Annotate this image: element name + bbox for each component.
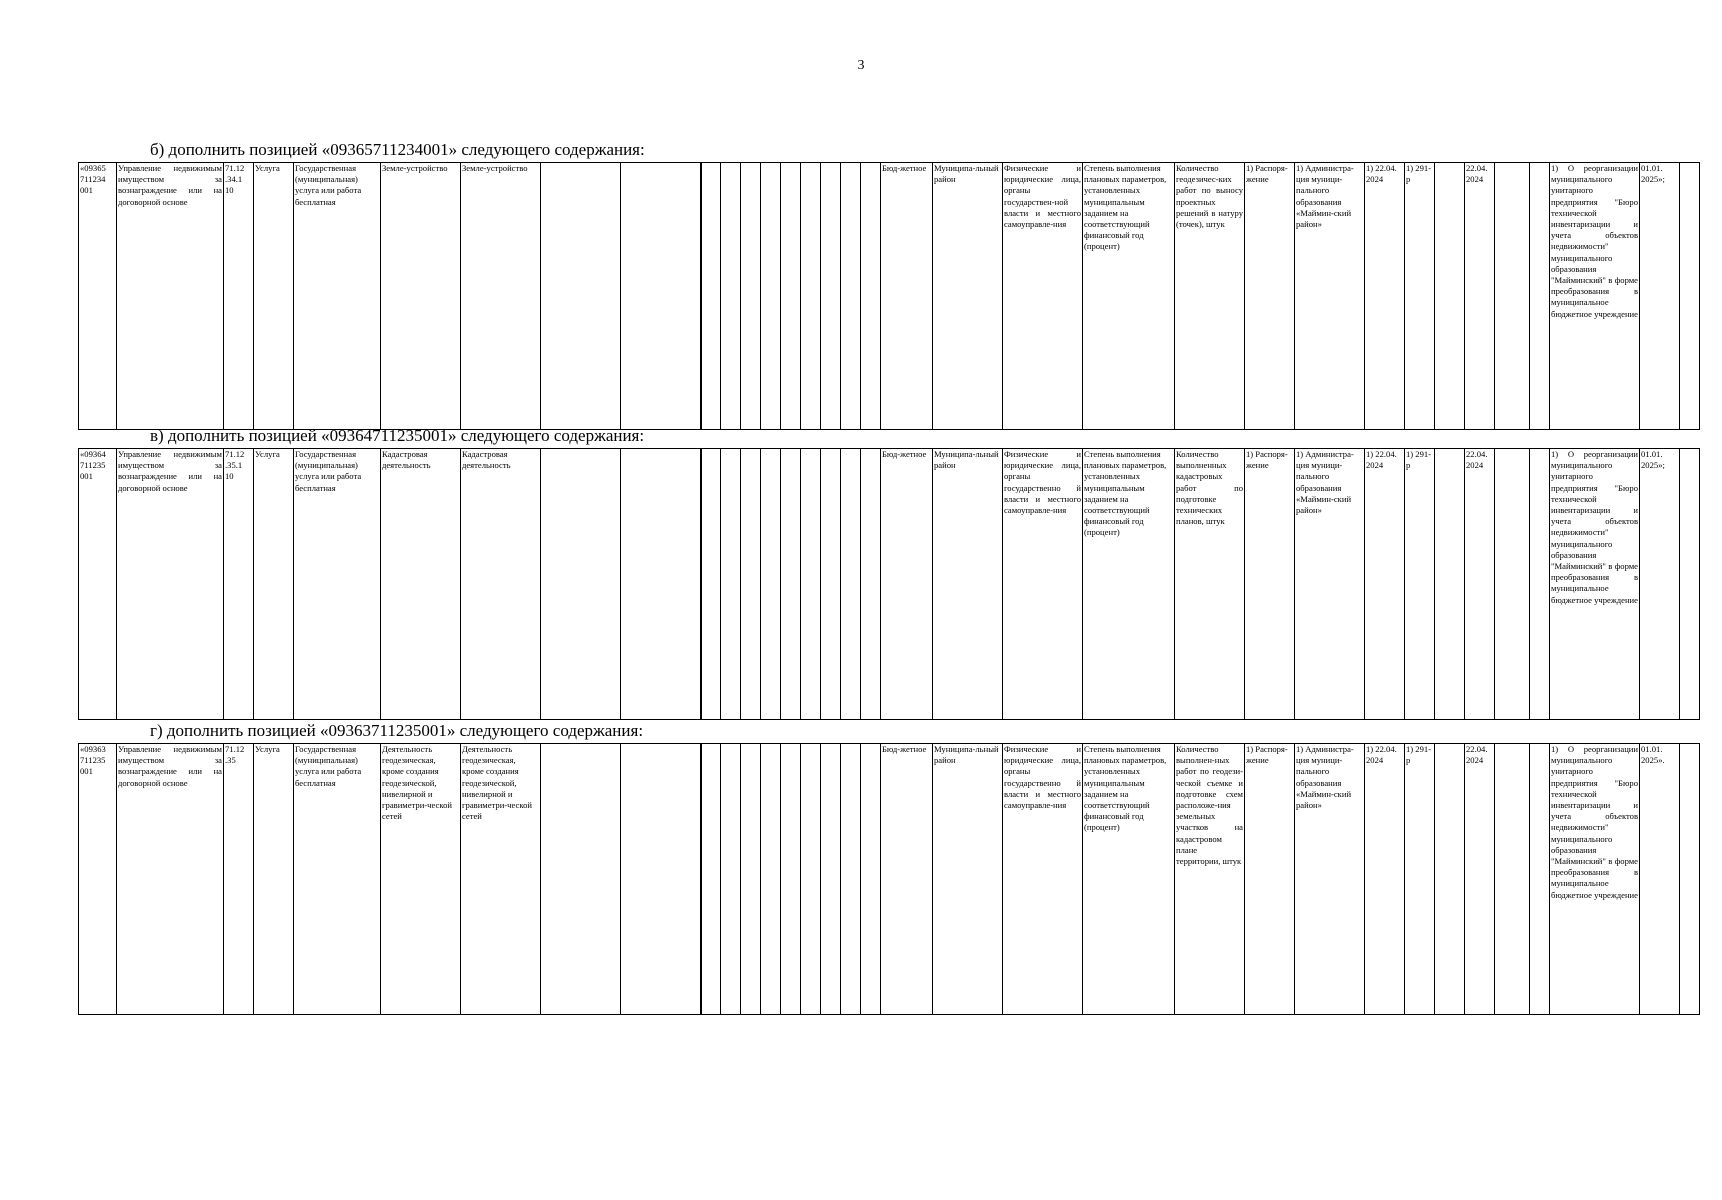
doc-title-cell: 1) О реорганизации муниципального унитарного предприятия "Бюро технической инвентаризации и учета объектов недвижимости" муниципального образования "Майминский" в форме преобразования в муниципальное бюджетное учреждение [1550,449,1640,720]
type-cell: Услуга [254,163,294,430]
content-cell-1: Деятельность геодезическая, кроме создания геодезической, нивелирной и гравиметри-ческой сетей [381,744,461,1015]
service-name-cell: Управление недвижимым имуществом за вознаграждение или на договорной основе [117,449,224,720]
authority-cell: 1) Администра-ция муници-пального образования «Маймин-ский район» [1295,163,1365,430]
registry-table-g [78,743,1700,1015]
empty-cell [801,449,821,720]
empty-cell [781,163,801,430]
empty-cell [781,449,801,720]
doc-type-cell: 1) Распоря-жение [1245,163,1295,430]
institution-type-cell: Бюд-жетное [881,744,933,1015]
consumers-cell: Физические и юридические лица, органы государствен-ной власти и местного самоуправле-ния [1003,163,1083,430]
content-cell-2: Деятельность геодезическая, кроме создания геодезической, нивелирной и гравиметри-ческой сетей [461,744,541,1015]
section-heading-v: в) дополнить позицией «09364711235001» следующего содержания: [150,426,645,445]
kind-cell: Государственная (муниципальная) услуга или работа бесплатная [294,744,381,1015]
okved-code-cell: 71.12 .35 [224,744,254,1015]
empty-cell [1435,449,1465,720]
registry-code-cell: «09365 711234 001 [79,163,117,430]
empty-cell [1495,163,1530,430]
empty-cell [741,449,761,720]
empty-cell [1435,744,1465,1015]
empty-cell [541,163,621,430]
authority-cell: 1) Администра-ция муници-пального образования «Маймин-ский район» [1295,744,1365,1015]
empty-cell [721,449,741,720]
okved-code-cell: 71.12 .34.1 10 [224,163,254,430]
service-name-cell: Управление недвижимым имуществом за вознаграждение или на договорной основе [117,744,224,1015]
doc-title-cell: 1) О реорганизации муниципального унитарного предприятия "Бюро технической инвентаризации и учета объектов недвижимости" муниципального образования "Майминский" в форме преобразования в муниципальное бюджетное учреждение [1550,163,1640,430]
doc-number-cell: 1) 291-р [1405,449,1435,720]
empty-cell [1495,744,1530,1015]
doc-type-cell: 1) Распоря-жение [1245,449,1295,720]
empty-cell [761,449,781,720]
type-cell: Услуга [254,744,294,1015]
empty-cell [721,744,741,1015]
doc-date-cell: 1) 22.04. 2024 [1365,163,1405,430]
registry-table-b [78,162,1700,430]
table-row [79,744,1700,1015]
doc-title-cell: 1) О реорганизации муниципального унитарного предприятия "Бюро технической инвентаризации и учета объектов недвижимости" муниципального образования "Майминский" в форме преобразования в муниципальное бюджетное учреждение [1550,744,1640,1015]
start-date-cell: 01.01. 2025». [1640,744,1680,1015]
level-cell: Муниципа-льный район [933,744,1003,1015]
volume-indicator-cell: Количество геодезичес-ких работ по выносу проектных решений в натуру (точек), штук [1175,163,1245,430]
empty-cell [1680,449,1700,720]
content-cell-1: Земле-устройство [381,163,461,430]
empty-cell [1680,163,1700,430]
institution-type-cell: Бюд-жетное [881,163,933,430]
consumers-cell: Физические и юридические лица, органы государственно й власти и местного самоуправле-ния [1003,744,1083,1015]
effective-date-cell: 22.04. 2024 [1465,744,1495,1015]
empty-cell [861,449,881,720]
empty-cell [1435,163,1465,430]
empty-cell [781,744,801,1015]
table-row [79,163,1700,430]
institution-type-cell: Бюд-жетное [881,449,933,720]
empty-cell [761,163,781,430]
start-date-cell: 01.01. 2025»; [1640,163,1680,430]
content-cell-2: Земле-устройство [461,163,541,430]
doc-number-cell: 1) 291-р [1405,163,1435,430]
page-number: 3 [857,58,865,73]
empty-cell [821,744,841,1015]
empty-cell [701,449,721,720]
section-heading-g: г) дополнить позицией «09363711235001» следующего содержания: [150,721,644,740]
empty-cell [721,163,741,430]
quality-indicator-cell: Степень выполнения плановых параметров, установленных муниципальным заданием на соответствующий финансовый год (процент) [1083,163,1175,430]
level-cell: Муниципа-льный район [933,449,1003,720]
volume-indicator-cell: Количество выполнен-ных работ по геодези-ческой съемке и подготовке схем расположе-ния земельных участков на кадастровом плане территории, штук [1175,744,1245,1015]
empty-cell [1530,449,1550,720]
effective-date-cell: 22.04. 2024 [1465,163,1495,430]
service-name-cell: Управление недвижимым имуществом за вознаграждение или на договорной основе [117,163,224,430]
content-cell-2: Кадастровая деятельность [461,449,541,720]
kind-cell: Государственная (муниципальная) услуга или работа бесплатная [294,449,381,720]
empty-cell [1530,163,1550,430]
table-row [79,449,1700,720]
content-cell-1: Кадастровая деятельность [381,449,461,720]
doc-date-cell: 1) 22.04. 2024 [1365,449,1405,720]
authority-cell: 1) Администра-ция муници-пального образования «Маймин-ский район» [1295,449,1365,720]
empty-cell [801,163,821,430]
quality-indicator-cell: Степень выполнения плановых параметров, установленных муниципальным заданием на соответствующий финансовый год (процент) [1083,449,1175,720]
empty-cell [801,744,821,1015]
empty-cell [1495,449,1530,720]
empty-cell [741,163,761,430]
empty-cell [541,449,621,720]
empty-cell [1680,744,1700,1015]
volume-indicator-cell: Количество выполненных кадастровых работ по подготовке технических планов, штук [1175,449,1245,720]
doc-type-cell: 1) Распоря-жение [1245,744,1295,1015]
registry-code-cell: «09364 711235 001 [79,449,117,720]
empty-cell [621,744,701,1015]
okved-code-cell: 71.12 .35.1 10 [224,449,254,720]
empty-cell [701,163,721,430]
consumers-cell: Физические и юридические лица, органы государственно й власти и местного самоуправле-ния [1003,449,1083,720]
empty-cell [761,744,781,1015]
kind-cell: Государственная (муниципальная) услуга или работа бесплатная [294,163,381,430]
registry-code-cell: «09363 711235 001 [79,744,117,1015]
doc-number-cell: 1) 291-р [1405,744,1435,1015]
empty-cell [821,163,841,430]
empty-cell [841,449,861,720]
empty-cell [701,744,721,1015]
effective-date-cell: 22.04. 2024 [1465,449,1495,720]
section-heading-b: б) дополнить позицией «09365711234001» следующего содержания: [150,140,645,159]
empty-cell [861,744,881,1015]
empty-cell [821,449,841,720]
quality-indicator-cell: Степень выполнения плановых параметров, установленных муниципальным заданием на соответствующий финансовый год (процент) [1083,744,1175,1015]
empty-cell [621,163,701,430]
empty-cell [541,744,621,1015]
empty-cell [841,744,861,1015]
registry-table-v [78,448,1700,720]
type-cell: Услуга [254,449,294,720]
level-cell: Муниципа-льный район [933,163,1003,430]
empty-cell [841,163,861,430]
empty-cell [861,163,881,430]
start-date-cell: 01.01. 2025»; [1640,449,1680,720]
empty-cell [741,744,761,1015]
empty-cell [1530,744,1550,1015]
empty-cell [621,449,701,720]
doc-date-cell: 1) 22.04. 2024 [1365,744,1405,1015]
